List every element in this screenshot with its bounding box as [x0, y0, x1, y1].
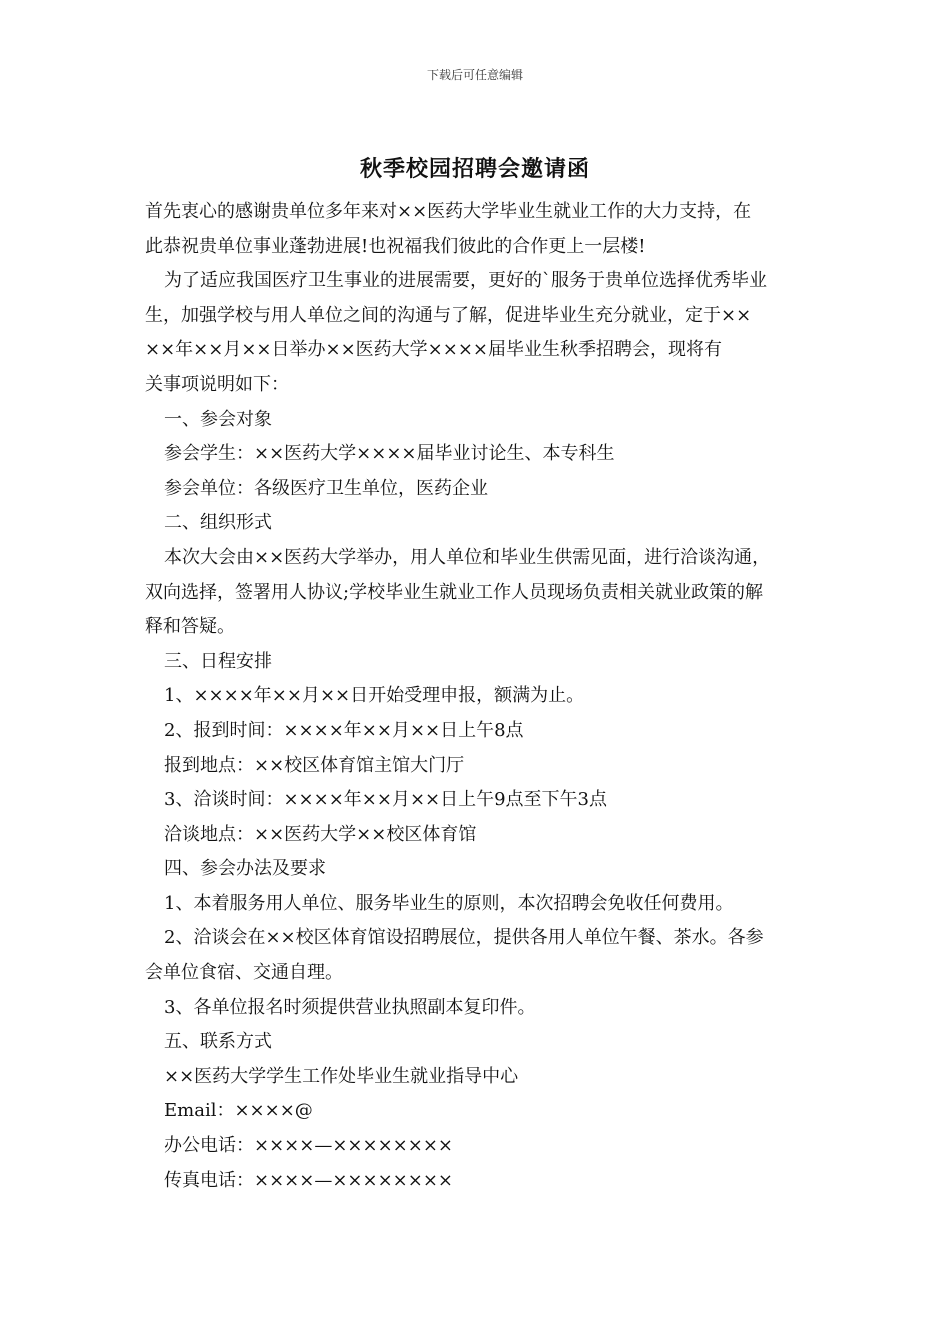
- paragraph-line: 3、各单位报名时须提供营业执照副本复印件。: [164, 996, 536, 1018]
- paragraph-line: ××年××月××日举办××医药大学××××届毕业生秋季招聘会，现将有: [145, 339, 722, 361]
- paragraph-line: 为了适应我国医疗卫生事业的进展需要，更好的`服务于贵单位选择优秀毕业: [164, 270, 767, 292]
- paragraph-line: 1、××××年××月××日开始受理申报，额满为止。: [164, 685, 585, 707]
- paragraph-line: 此恭祝贵单位事业蓬勃进展!也祝福我们彼此的合作更上一层楼!: [145, 235, 646, 257]
- paragraph-line: 参会单位：各级医疗卫生单位，医药企业: [164, 477, 488, 499]
- paragraph-line: 1、本着服务用人单位、服务毕业生的原则，本次招聘会免收任何费用。: [164, 892, 734, 914]
- paragraph-line: 报到地点：××校区体育馆主馆大门厅: [164, 754, 465, 776]
- paragraph-line: 会单位食宿、交通自理。: [145, 962, 343, 984]
- section-heading-contact: 五、联系方式: [164, 1031, 272, 1053]
- contact-fax: 传真电话：××××—××××××××: [164, 1169, 453, 1191]
- paragraph-line: 首先衷心的感谢贵单位多年来对××医药大学毕业生就业工作的大力支持，在: [145, 201, 752, 222]
- paragraph-line: 生，加强学校与用人单位之间的沟通与了解，促进毕业生充分就业，定于××: [145, 304, 752, 326]
- contact-org: ××医药大学学生工作处毕业生就业指导中心: [164, 1065, 519, 1087]
- paragraph-line: 释和答疑。: [145, 616, 235, 638]
- paragraph-line: 参会学生：××医药大学××××届毕业讨论生、本专科生: [164, 443, 615, 465]
- paragraph-line: 2、报到时间：××××年××月××日上午8点: [164, 719, 524, 741]
- paragraph-line: 2、洽谈会在××校区体育馆设招聘展位，提供各用人单位午餐、茶水。各参: [164, 927, 764, 949]
- document-body: [145, 195, 817, 1198]
- section-heading-schedule: 三、日程安排: [164, 650, 272, 672]
- contact-office-phone: 办公电话：××××—××××××××: [164, 1135, 453, 1157]
- paragraph-line: 3、洽谈时间：××××年××月××日上午9点至下午3点: [164, 789, 608, 811]
- contact-email: Email：××××@: [164, 1100, 313, 1122]
- section-heading-attendees: 一、参会对象: [164, 408, 272, 430]
- paragraph-line: 关事项说明如下：: [145, 373, 289, 395]
- section-heading-requirements: 四、参会办法及要求: [164, 858, 326, 880]
- header-note: 下载后可任意编辑: [426, 68, 523, 82]
- paragraph-line: 洽谈地点：××医药大学××校区体育馆: [164, 823, 477, 845]
- paragraph-line: 双向选择，签署用人协议;学校毕业生就业工作人员现场负责相关就业政策的解: [145, 581, 764, 603]
- document-title: 秋季校园招聘会邀请函: [359, 156, 590, 182]
- paragraph-line: 本次大会由××医药大学举办，用人单位和毕业生供需见面，进行洽谈沟通，: [164, 546, 771, 568]
- section-heading-format: 二、组织形式: [164, 512, 272, 534]
